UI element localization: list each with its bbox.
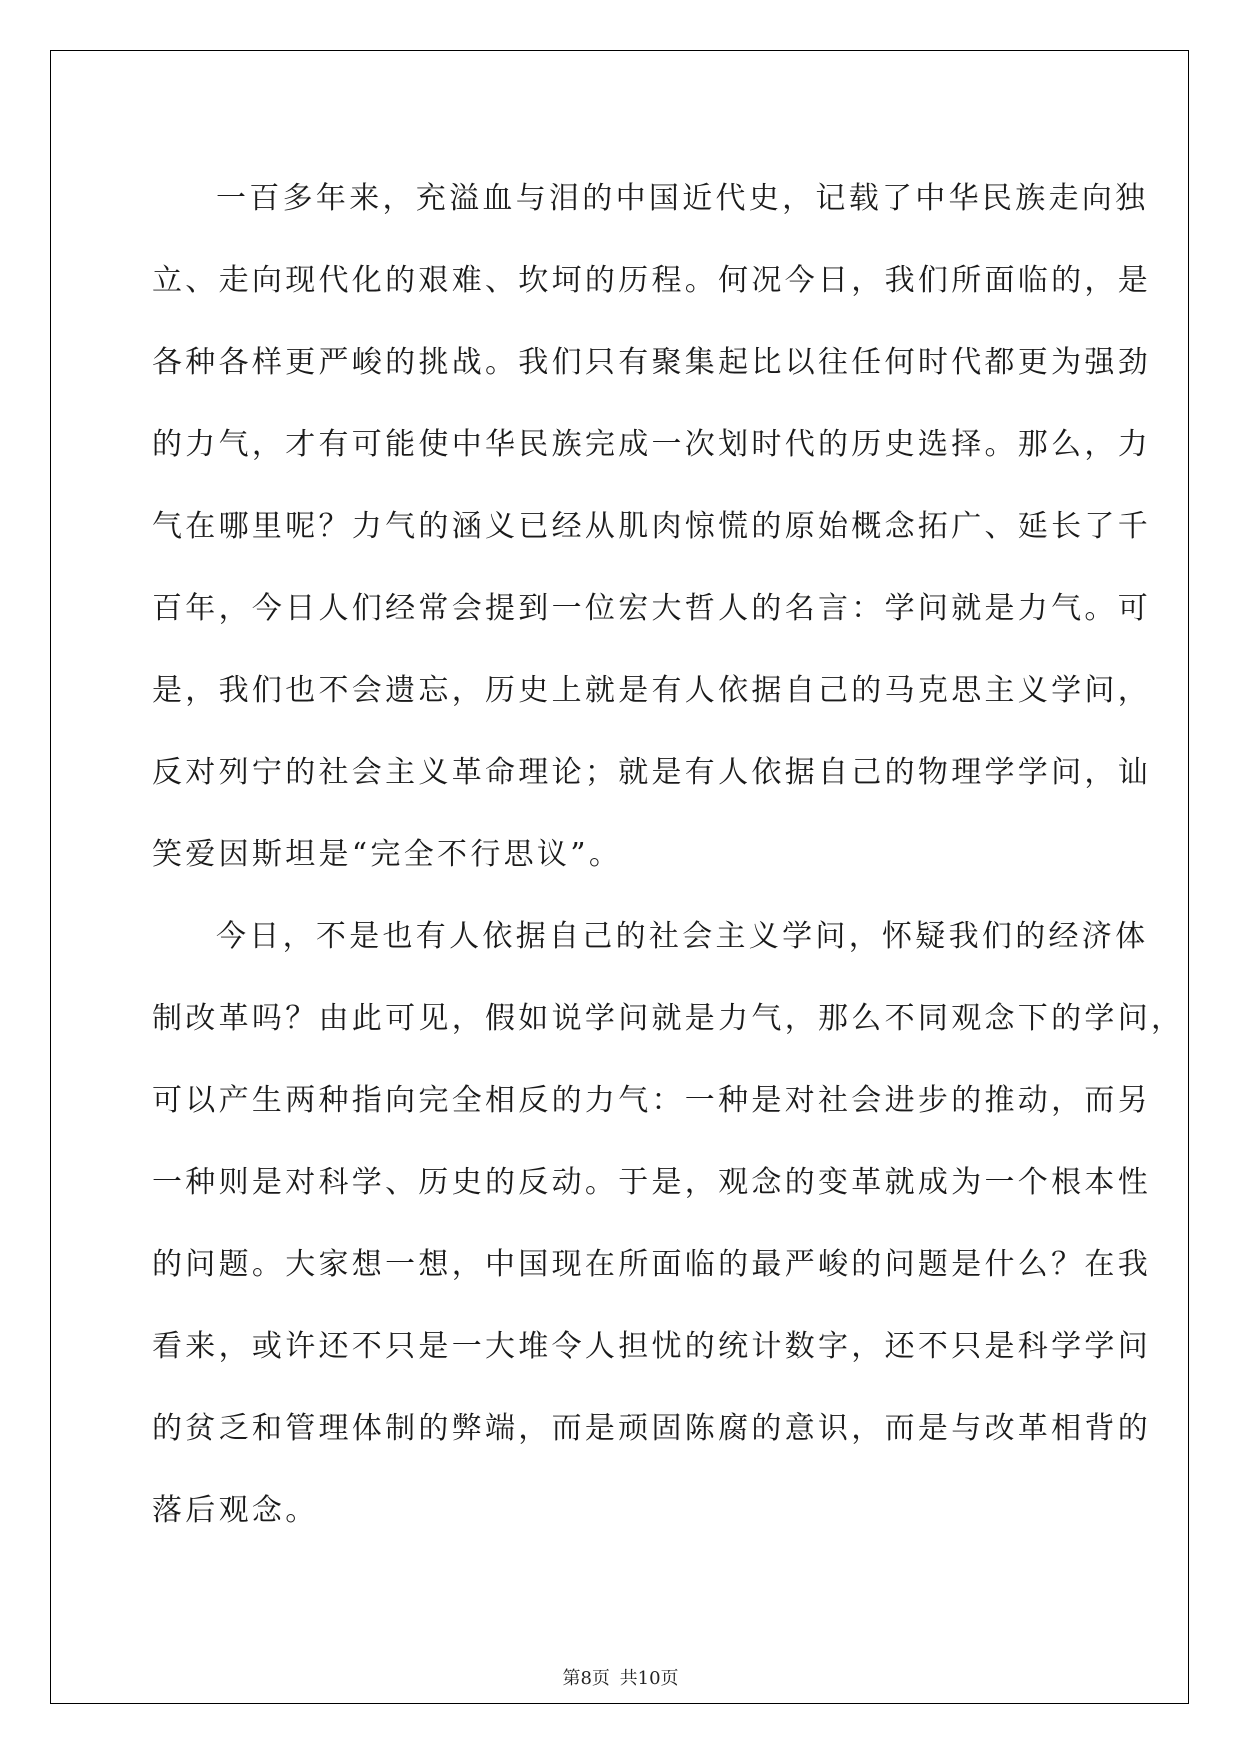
document-body [152, 158, 1185, 1552]
text-line: 可以产生两种指向完全相反的力气：一种是对社会进步的推动，而另 [152, 1083, 1151, 1118]
paragraph-1 [152, 158, 1151, 896]
page-footer [0, 1664, 1241, 1690]
text-line: 的贫乏和管理体制的弊端，而是顽固陈腐的意识，而是与改革相背的 [152, 1411, 1151, 1446]
text-line: 百年，今日人们经常会提到一位宏大哲人的名言：学问就是力气。可 [152, 591, 1151, 626]
text-line: 的问题。大家想一想，中国现在所面临的最严峻的问题是什么？在我 [152, 1247, 1151, 1282]
page-total: 共10页 [619, 1668, 679, 1689]
text-line: 今日，不是也有人依据自己的社会主义学问，怀疑我们的经济体 [216, 919, 1149, 954]
text-line: 落后观念。 [152, 1493, 319, 1528]
text-line: 是，我们也不会遗忘，历史上就是有人依据自己的马克思主义学问， [152, 673, 1151, 708]
text-line: 的力气，才有可能使中华民族完成一次划时代的历史选择。那么，力 [152, 427, 1151, 462]
text-line: 看来，或许还不只是一大堆令人担忧的统计数字，还不只是科学学问 [152, 1329, 1151, 1364]
text-line: 制改革吗？由此可见，假如说学问就是力气，那么不同观念下的学问， [152, 1001, 1185, 1036]
text-line: 一种则是对科学、历史的反动。于是，观念的变革就成为一个根本性 [152, 1165, 1151, 1200]
page-number: 第8页 [562, 1668, 610, 1689]
text-line: 一百多年来，充溢血与泪的中国近代史，记载了中华民族走向独 [216, 181, 1149, 216]
text-line: 立、走向现代化的艰难、坎坷的历程。何况今日，我们所面临的，是 [152, 263, 1151, 298]
text-line: 气在哪里呢？力气的涵义已经从肌肉惊慌的原始概念拓广、延长了千 [152, 509, 1151, 544]
text-line: 反对列宁的社会主义革命理论；就是有人依据自己的物理学学问，讪 [152, 755, 1151, 790]
text-line: 各种各样更严峻的挑战。我们只有聚集起比以往任何时代都更为强劲 [152, 345, 1151, 380]
paragraph-2 [152, 896, 1185, 1552]
text-line: 笑爱因斯坦是“完全不行思议”。 [152, 837, 623, 872]
